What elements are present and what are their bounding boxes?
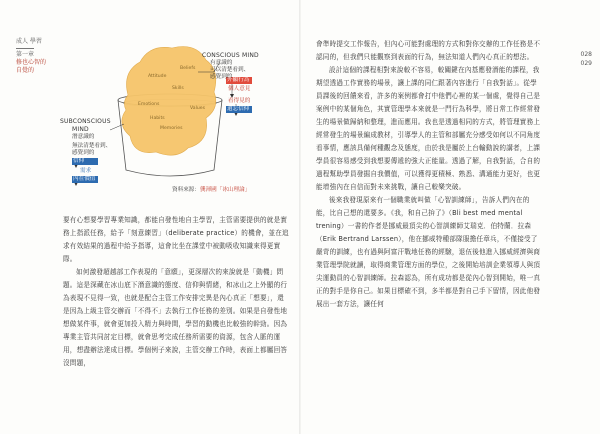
right-tag-4: 遺忘信仰	[227, 106, 250, 112]
right-paragraph-2: 設計這個的課程相對來說較不容易，較關鍵在內基應發潛能的課程，我期望透過工作實務的場景，讓上課的同仁跟著內容進行「自我對話」。從學員課後的回饋來看，許多的案例都會打中他們心裡的某一個處，覺得自己是案例中的某個角色，其實管理學本來就是一門行為科學，將日常工作經常發生的場景做歸納和整理，進而應用。我也是透過相同的方式，將管理實務上經常發生的場景編成教材，引導學人的主管和部屬充分感受如何以不同角度看事情，應該具備何種觀念及態度，由於我是屬於上台輸動說的講者，上課學員很容易感受到我想要傳遞的強大正能量。透過了解，自我對話，合自的過程幫助學員發掘自我價值，可以獲得更積極、熟悉、溝通能力更好，也更能增強內在自信而對未來挑戰，讓自己較樂突破。	[316, 66, 541, 191]
running-head-subsection: 自覺的	[16, 67, 35, 74]
blob-word-attitude: Attitude	[148, 74, 167, 79]
left-tag-1: 信仰	[73, 158, 85, 164]
subconscious-leader-line	[110, 124, 124, 130]
blob-word-memories: Memories	[160, 126, 183, 131]
blob-word-values: Values	[190, 106, 206, 111]
right-tag-1: 外顯行為	[227, 77, 250, 83]
subconscious-blob	[122, 47, 216, 156]
figure-caption	[172, 185, 250, 193]
subconscious-title-1: SUBCONSCIOUS	[60, 118, 111, 125]
blob-word-beliefs: Beliefs	[180, 66, 196, 71]
left-tag-2: 內在價值	[73, 176, 96, 182]
left-page-body	[63, 214, 289, 370]
running-head-section: 修也心智的	[16, 59, 47, 66]
caption-prefix: 資料來源：	[172, 187, 200, 193]
subconscious-title-2: MIND	[72, 126, 89, 133]
right-tag-2: 個人意見	[228, 86, 251, 92]
subconscious-sub: 潛意識的	[72, 134, 95, 140]
page-number-left: 028	[580, 51, 592, 58]
left-paragraph-2: 如何激發超越部工作表現的「意願」，更深層次的來說就是「動機」問題。這是深藏在冰山底下潛意識的態度、信仰與情緒，和冰山之上外顯的行為表現不見得一致，也就是配合主管工作安排完異是內心真正「想要」，還是因為上級主管交辦而「不得不」去執行工作任務的差別。如果是自發性地想做某件事，就會更加投入精力與時間，學習的動機也比較強的幹勁。因為專業主管共同討定目標，就會思考完成任務所需要的資源，包含人脈的運用，想盡辦法達成目標。學個例子來說，主管交辦工作時，表面上都屬回答沒問題，	[63, 268, 288, 367]
blob-word-emotions: Emotions	[138, 102, 160, 107]
conscious-sub: 有意識的	[210, 60, 233, 66]
caption-source: 龔渾國「冰山理論」	[199, 187, 251, 193]
running-head-chapter: 第一章	[16, 51, 35, 58]
blob-word-habits: Habits	[150, 116, 165, 121]
left-tag-3: 需求	[80, 168, 92, 174]
conscious-desc-1: 可以清楚看到、	[210, 67, 250, 73]
right-tag-3: 看得見的	[228, 98, 251, 104]
subconscious-desc-1: 無法清楚看到、	[72, 143, 112, 149]
conscious-desc-2: 感覺到的	[210, 74, 233, 80]
subconscious-desc-2: 感覺到的	[72, 150, 95, 156]
right-paragraph-1: 會準時提交工作報告，但內心可能對處理的方式和對你交辦的工作任務是不認同的，但我們只能觀察到表面的行為，無法知道人們內心真正的想法。	[316, 40, 541, 61]
running-head-title: 成人 學習	[16, 38, 42, 45]
iceberg-diagram	[0, 0, 300, 200]
page-number-right: 029	[580, 60, 592, 67]
page-numbers	[581, 50, 592, 68]
blob-word-skills: Skills	[172, 86, 184, 91]
book-gutter	[299, 0, 301, 434]
left-paragraph-1: 要有心想要學習專業知識，都能自發性地自主學習，主管需要提供的就是實務上指派任務，給予「刻意練習」（deliberate practice）的機會，並在追求有效結果的過程中給予指導，這會比坐在課堂中被動吸收知識來得更實際。	[63, 216, 289, 263]
conscious-title: CONSCIOUS MIND	[202, 52, 259, 59]
right-page-body	[316, 38, 542, 311]
right-paragraph-3: 後來我發現原來有一個職業就叫做「心智訓練師」，告訴人們內在的能，比自己想的還要多。《我，和自己拚了》（Bli best med mental trening）一書的作者是挪威最頂尖的心智訓練師艾瑞克．伯特蘭．拉森（Erik Bertrand Larssen），他在挪威特種部隊服擔任章兵，不僅接受了嚴苛的訓練，也有過與阿富汗戰地任務的經驗，退伍後他進入挪威經濟與商業管理學院就讀，取得商業管理方面的學位，之後開始培訓企業領導人與頂尖運動員的心智訓練師。拉森認為，所有成功都是從內心智到開始，唯一真正的對手是你自己。如果目標確不到，多半都是對自己手下留情，因此他發展出一套方法，讓任何	[316, 196, 541, 308]
